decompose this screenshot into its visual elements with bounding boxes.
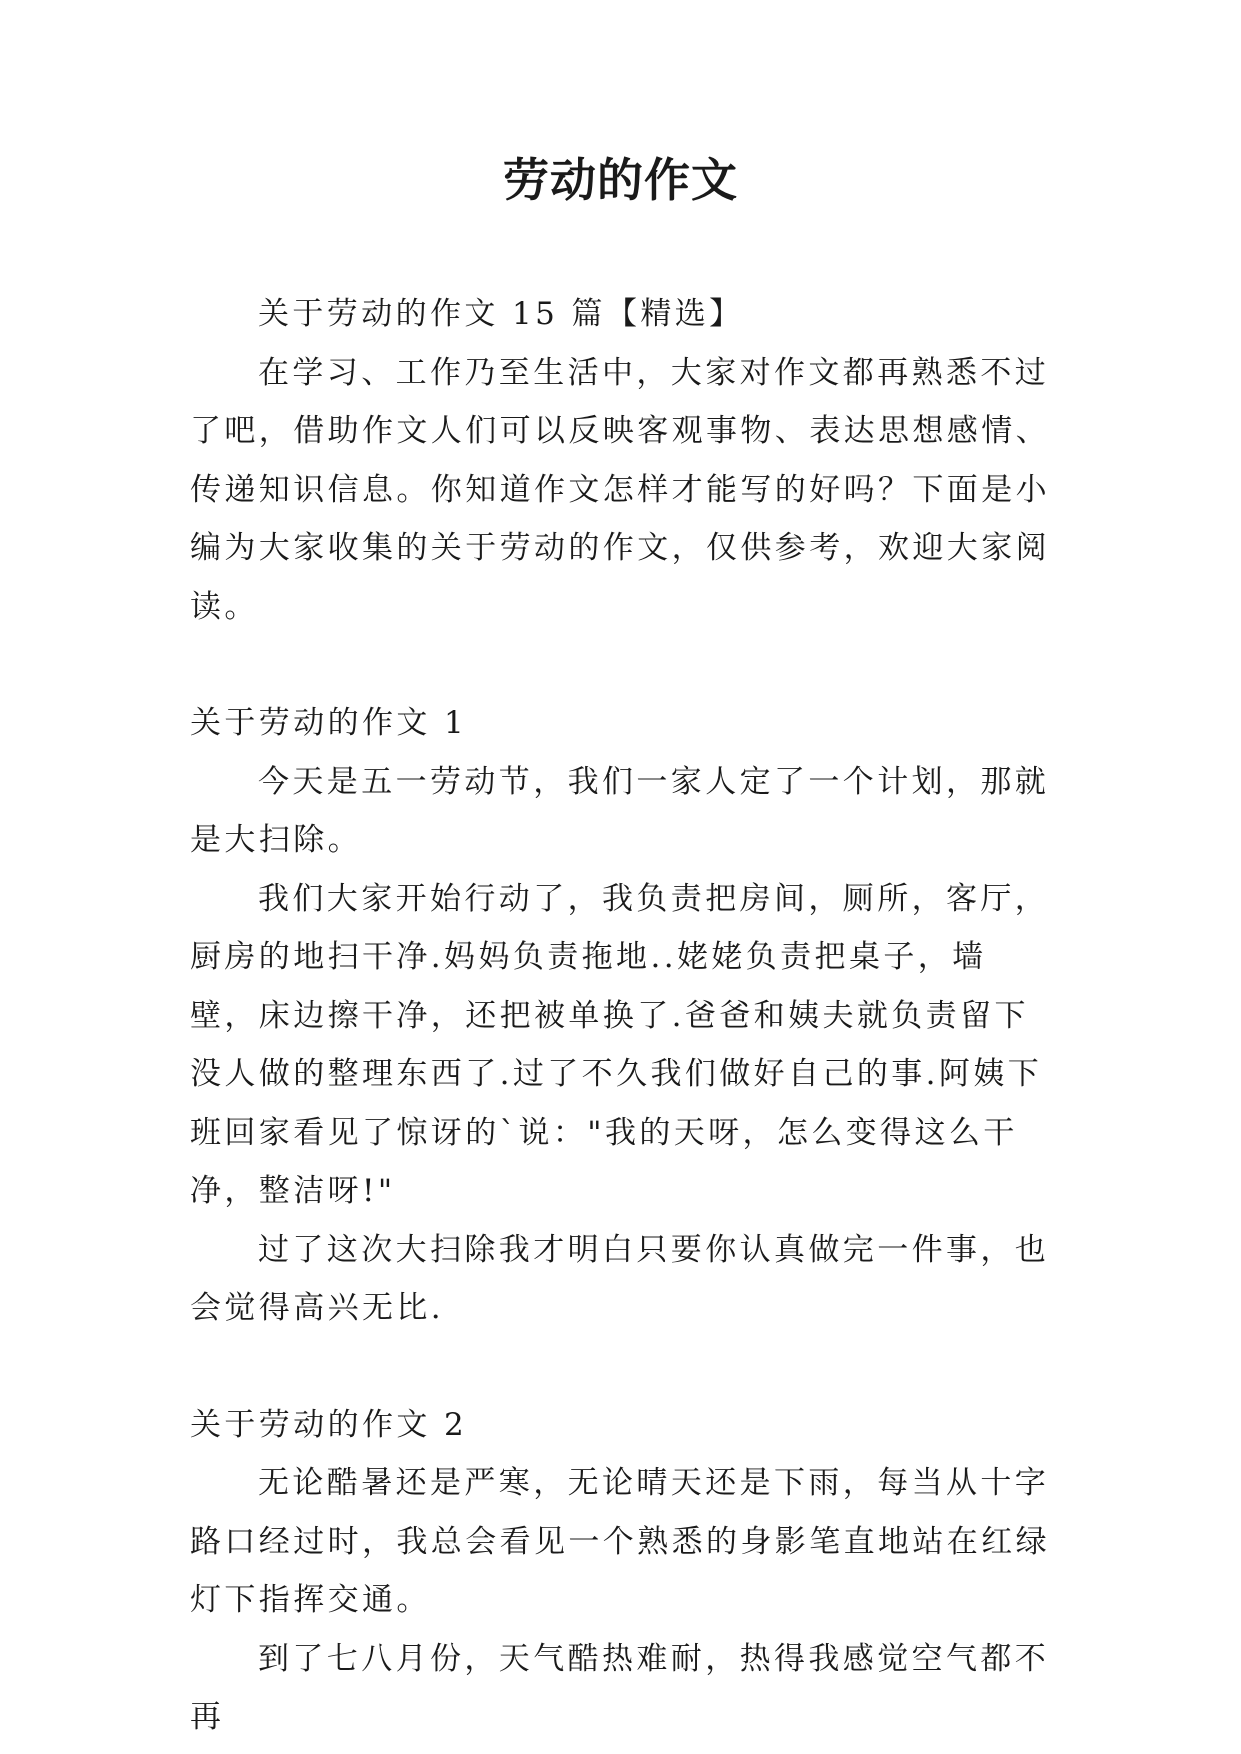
essay-2-heading: 关于劳动的作文 2 [190,1406,468,1443]
intro-paragraph: 在学习、工作乃至生活中，大家对作文都再熟悉不过了吧，借助作文人们可以反映客观事物、表达思想感情、传递知识信息。你知道作文怎样才能写的好吗？下面是小编为大家收集的关于劳动的作文，仅供参考，欢迎大家阅读。 [190,354,1050,625]
section-gap [190,636,1050,694]
essay-2-paragraph-2: 到了七八月份，天气酷热难耐，热得我感觉空气都不再 [190,1640,1050,1735]
intro-heading: 关于劳动的作文 15 篇【精选】 [258,296,744,332]
essay-1-heading: 关于劳动的作文 1 [190,705,468,741]
essay-1-paragraph-1: 今天是五一劳动节，我们一家人定了一个计划，那就是大扫除。 [190,763,1050,858]
essay-1-paragraph-2: 我们大家开始行动了，我负责把房间，厕所，客厅，厨房的地扫干净.妈妈负责拖地..姥姥负责把桌子，墙壁，床边擦干净，还把被单换了.爸爸和姨夫就负责留下没人做的整理东西了.过了不久我们做好自己的事.阿姨下班回家看见了惊讶的`说："我的天呀，怎么变得这么干净，整洁呀!" [190,880,1050,1209]
section-gap [190,1338,1050,1396]
essay-1-paragraph-3: 过了这次大扫除我才明白只要你认真做完一件事，也会觉得高兴无比. [190,1231,1050,1326]
document-title: 劳动的作文 [503,153,738,207]
document-body [190,285,1050,1747]
essay-2-paragraph-1: 无论酷暑还是严寒，无论晴天还是下雨，每当从十字路口经过时，我总会看见一个熟悉的身影笔直地站在红绿灯下指挥交通。 [190,1465,1050,1618]
